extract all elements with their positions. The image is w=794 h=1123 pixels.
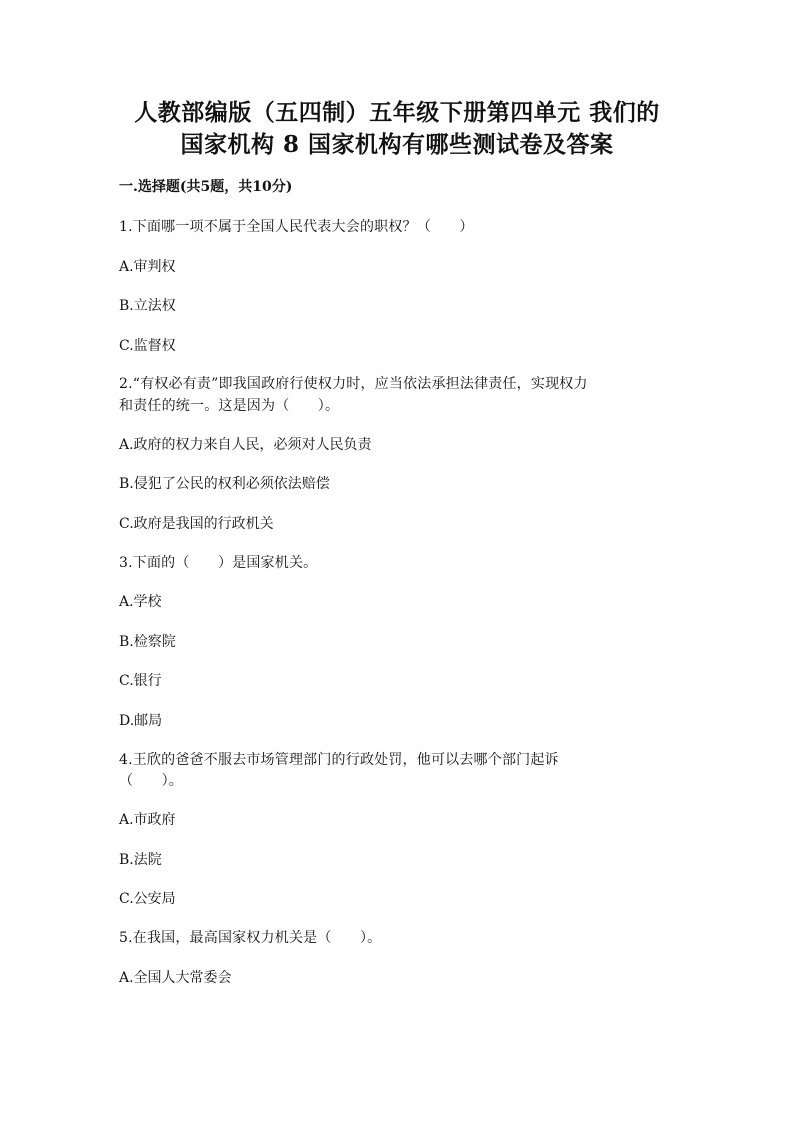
- document-title-line-2: 国家机构 8 国家机构有哪些测试卷及答案: [180, 131, 614, 158]
- question-2-stem-line-2: 和责任的统一。这是因为（ ）。: [119, 398, 340, 414]
- question-2-stem-line-1: 2.“有权必有责”即我国政府行使权力时，应当依法承担法律责任，实现权力: [119, 376, 588, 392]
- question-1-option-b: B.立法权: [119, 298, 176, 314]
- document-title-line-1: 人教部编版（五四制）五年级下册第四单元 我们的: [134, 99, 660, 126]
- question-5-option-a: A.全国人大常委会: [119, 970, 232, 986]
- question-5-stem: 5.在我国，最高国家权力机关是（ ）。: [119, 930, 382, 946]
- question-1-option-c: C.监督权: [119, 338, 176, 354]
- question-3-option-c: C.银行: [119, 673, 162, 689]
- question-3-option-a: A.学校: [119, 594, 162, 610]
- question-4-stem-line-1: 4.王欣的爸爸不服去市场管理部门的行政处罚，他可以去哪个部门起诉: [119, 752, 559, 768]
- question-3-option-b: B.检察院: [119, 634, 176, 650]
- question-4-option-c: C.公安局: [119, 891, 176, 907]
- question-4-option-b: B.法院: [119, 852, 162, 868]
- question-2-option-a: A.政府的权力来自人民，必须对人民负责: [119, 437, 372, 453]
- question-4-stem-line-2: （ ）。: [119, 773, 183, 789]
- question-3-option-d: D.邮局: [119, 713, 163, 729]
- question-2-option-c: C.政府是我国的行政机关: [119, 516, 274, 532]
- question-2-option-b: B.侵犯了公民的权利必须依法赔偿: [119, 476, 330, 492]
- question-3-stem: 3.下面的（ ）是国家机关。: [119, 555, 318, 571]
- question-1-option-a: A.审判权: [119, 259, 176, 275]
- question-4-option-a: A.市政府: [119, 812, 176, 828]
- section-heading: 一.选择题(共5题，共10分): [119, 179, 293, 195]
- question-1-stem: 1.下面哪一项不属于全国人民代表大会的职权？（ ）: [119, 219, 474, 235]
